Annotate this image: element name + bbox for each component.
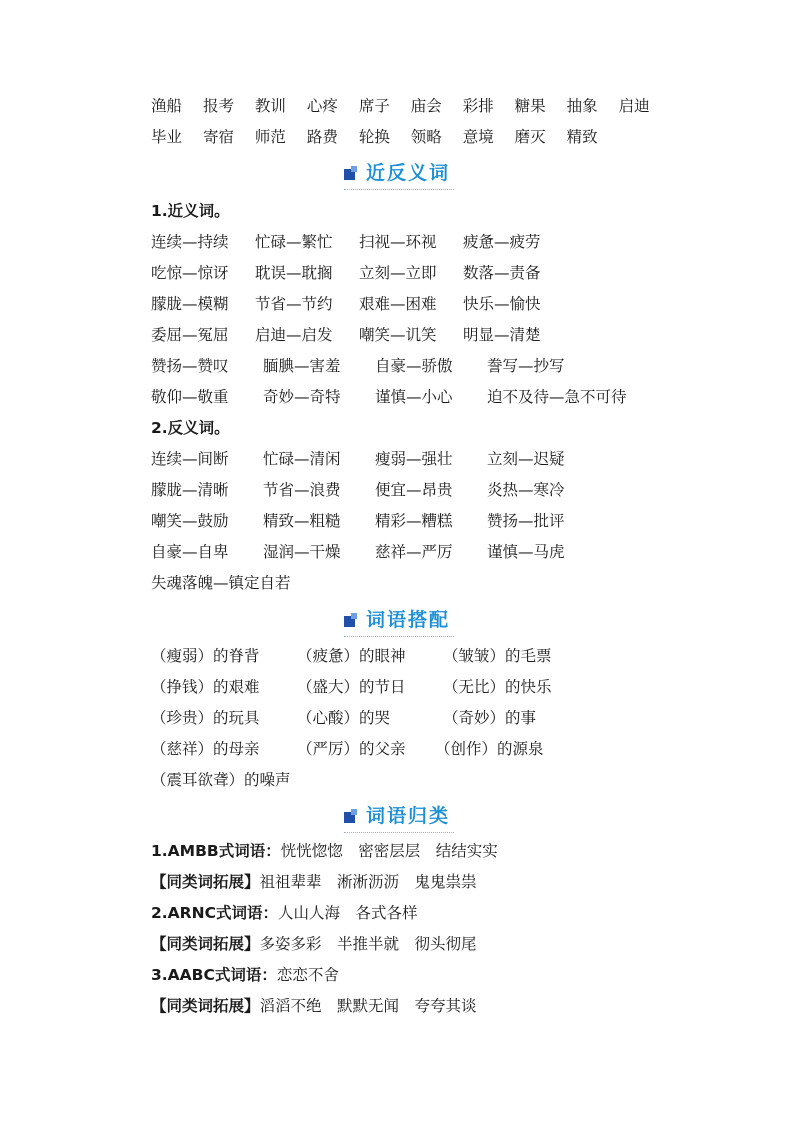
classification-label: 2.ARNC式词语： [151, 904, 278, 922]
collocation: （瘦弱）的脊背 [151, 647, 260, 665]
word: 糖果 [514, 97, 546, 115]
collocation: （挣钱）的艰难 [151, 678, 260, 696]
word-pair: 谨慎—小心 [375, 388, 453, 406]
synonym-row [151, 232, 541, 252]
section-title: 词语归类 [365, 804, 450, 827]
word: 启迪 [618, 97, 650, 115]
word-pair: 奇妙—奇特 [263, 388, 341, 406]
word-pair: 敬仰—敬重 [151, 388, 229, 406]
classification-line [151, 872, 477, 892]
classification-words: 恍恍惚惚 密密层层 结结实实 [280, 842, 498, 860]
section-title: 近反义词 [365, 161, 450, 184]
word-pair: 誊写—抄写 [487, 357, 565, 375]
word-pair: 精致—粗糙 [263, 512, 341, 530]
classification-label: 1.AMBB式词语： [151, 842, 281, 860]
collocation: （皱皱）的毛票 [443, 647, 552, 665]
word-pair: 便宜—昂贵 [375, 481, 453, 499]
classification-words: 恋恋不舍 [276, 966, 339, 984]
collocation-row [151, 677, 552, 697]
collocation: （严厉）的父亲 [297, 740, 406, 758]
word: 渔船 [151, 97, 183, 115]
word-pair: 明显—清楚 [463, 326, 541, 344]
word: 磨灭 [514, 128, 546, 146]
word-pair: 启迪—启发 [255, 326, 333, 344]
antonym-row [151, 542, 565, 562]
classification-line [151, 965, 339, 985]
word-pair: 立刻—迟疑 [487, 450, 565, 468]
collocation: （心酸）的哭 [297, 709, 391, 727]
classification-words: 人山人海 各式各样 [277, 904, 418, 922]
classification-line [151, 841, 498, 861]
word-pair: 谨慎—马虎 [487, 543, 565, 561]
word: 寄宿 [202, 128, 234, 146]
section-square-icon [344, 613, 360, 629]
word-pair: 朦胧—清晰 [151, 481, 229, 499]
subheading-synonyms: 1.近义词。 [151, 202, 230, 220]
classification-words: 滔滔不绝 默默无闻 夸夸其谈 [259, 997, 477, 1015]
word-pair: 疲惫—疲劳 [463, 233, 541, 251]
word: 席子 [358, 97, 390, 115]
word-list-line-1 [151, 96, 650, 116]
classification-line [151, 903, 417, 923]
word-pair: 自豪—骄傲 [375, 357, 453, 375]
section-header-classification [0, 800, 794, 828]
word-pair: 忙碌—繁忙 [255, 233, 333, 251]
word: 教训 [254, 97, 286, 115]
section-header-collocations [0, 604, 794, 632]
classification-words: 祖祖辈辈 淅淅沥沥 鬼鬼祟祟 [259, 873, 477, 891]
section-square-icon [344, 166, 360, 182]
word-pair: 节省—浪费 [263, 481, 341, 499]
word: 领略 [410, 128, 442, 146]
word-pair: 赞扬—批评 [487, 512, 565, 530]
word-pair: 数落—责备 [463, 264, 541, 282]
classification-label: 【同类词拓展】 [151, 873, 260, 891]
collocation-row [151, 770, 291, 790]
word-pair: 嘲笑—讥笑 [359, 326, 437, 344]
classification-words: 多姿多彩 半推半就 彻头彻尾 [259, 935, 477, 953]
word: 精致 [566, 128, 598, 146]
synonym-row [151, 325, 541, 345]
word-pair: 委屈—冤屈 [151, 326, 229, 344]
word: 抽象 [566, 97, 598, 115]
word-pair: 扫视—环视 [359, 233, 437, 251]
word: 意境 [462, 128, 494, 146]
word-pair: 朦胧—模糊 [151, 295, 229, 313]
word-pair: 艰难—困难 [359, 295, 437, 313]
word-pair: 失魂落魄—镇定自若 [151, 574, 291, 592]
classification-label: 【同类词拓展】 [151, 997, 260, 1015]
collocation-row [151, 708, 536, 728]
collocation: （慈祥）的母亲 [151, 740, 260, 758]
collocation: （震耳欲聋）的噪声 [151, 771, 291, 789]
collocation: （奇妙）的事 [443, 709, 537, 727]
word-pair: 瘦弱—强壮 [375, 450, 453, 468]
synonym-row [151, 387, 627, 407]
word-pair: 慈祥—严厉 [375, 543, 453, 561]
word-pair: 腼腆—害羞 [263, 357, 341, 375]
collocation: （疲惫）的眼神 [297, 647, 406, 665]
word: 轮换 [358, 128, 390, 146]
section-square-icon [344, 809, 360, 825]
word-pair: 节省—节约 [255, 295, 333, 313]
word-pair: 立刻—立即 [359, 264, 437, 282]
word: 彩排 [462, 97, 494, 115]
word-pair: 连续—间断 [151, 450, 229, 468]
section-title: 词语搭配 [365, 608, 450, 631]
word-pair: 耽误—耽搁 [255, 264, 333, 282]
word-pair: 连续—持续 [151, 233, 229, 251]
word-list-line-2 [151, 127, 598, 147]
classification-line [151, 934, 477, 954]
word-pair: 忙碌—清闲 [263, 450, 341, 468]
synonym-row [151, 263, 541, 283]
word: 报考 [202, 97, 234, 115]
word-pair: 赞扬—赞叹 [151, 357, 229, 375]
word: 心疼 [306, 97, 338, 115]
word: 毕业 [151, 128, 183, 146]
word-pair: 精彩—糟糕 [375, 512, 453, 530]
word-pair: 湿润—干燥 [263, 543, 341, 561]
collocation: （盛大）的节日 [297, 678, 406, 696]
synonym-row [151, 294, 541, 314]
word-pair: 快乐—愉快 [463, 295, 541, 313]
subheading-antonyms: 2.反义词。 [151, 419, 230, 437]
word: 庙会 [410, 97, 442, 115]
word-pair: 迫不及待—急不可待 [487, 388, 627, 406]
collocation-row [151, 739, 544, 759]
word-pair: 嘲笑—鼓励 [151, 512, 229, 530]
antonym-row [151, 511, 565, 531]
antonym-row [151, 480, 565, 500]
classification-label: 【同类词拓展】 [151, 935, 260, 953]
word: 师范 [254, 128, 286, 146]
collocation-row [151, 646, 552, 666]
word-pair: 自豪—自卑 [151, 543, 229, 561]
synonym-row [151, 356, 565, 376]
classification-label: 3.AABC式词语： [151, 966, 277, 984]
section-header-synonyms-antonyms [0, 157, 794, 185]
word-pair: 吃惊—惊讶 [151, 264, 229, 282]
antonym-row [151, 449, 565, 469]
collocation: （创作）的源泉 [435, 740, 544, 758]
classification-line [151, 996, 477, 1016]
word-pair: 炎热—寒冷 [487, 481, 565, 499]
collocation: （无比）的快乐 [443, 678, 552, 696]
word: 路费 [306, 128, 338, 146]
collocation: （珍贵）的玩具 [151, 709, 260, 727]
antonym-row [151, 573, 291, 593]
